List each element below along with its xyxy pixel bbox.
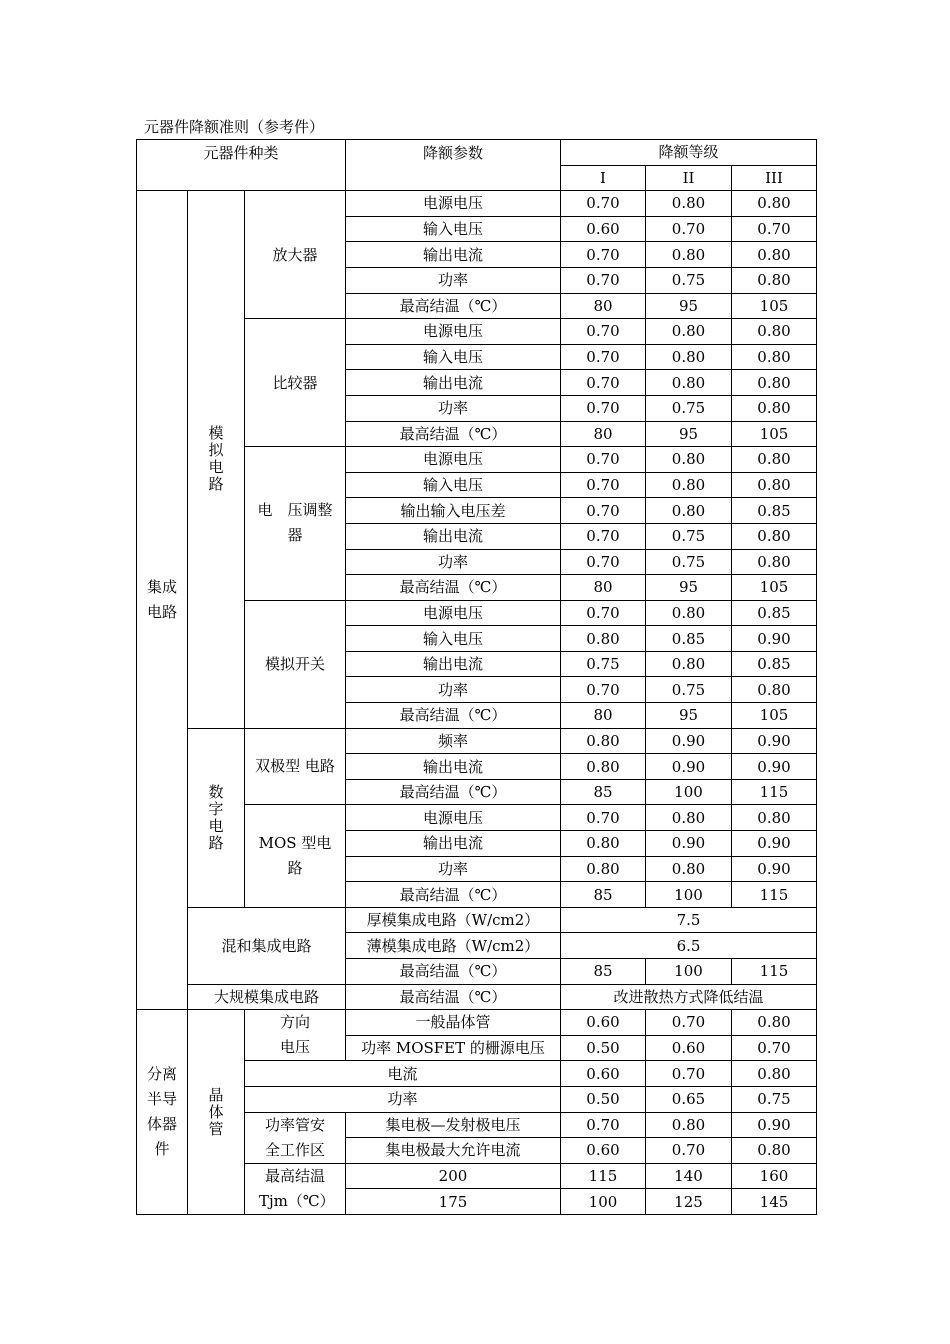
value-cell: 0.75	[732, 1086, 817, 1112]
table-row	[137, 907, 817, 933]
value-cell: 145	[732, 1189, 817, 1215]
header-level: I	[561, 165, 646, 191]
value-cell: 0.90	[646, 754, 732, 780]
value-cell: 100	[646, 959, 732, 985]
param-cell: 175	[346, 1189, 561, 1215]
param-cell: 功率	[346, 856, 561, 882]
table-row	[137, 1010, 817, 1036]
value-cell: 0.90	[732, 856, 817, 882]
derating-table	[136, 139, 817, 1215]
value-cell: 0.70	[561, 267, 646, 293]
value-cell: 0.70	[561, 395, 646, 421]
param-cell: 功率	[346, 677, 561, 703]
value-cell: 0.75	[646, 677, 732, 703]
table-row	[137, 191, 817, 217]
param-cell: 最高结温（℃）	[346, 779, 561, 805]
param-cell: 最高结温（℃）	[346, 575, 561, 601]
value-cell: 0.80	[732, 242, 817, 268]
param-cell: 输入电压	[346, 472, 561, 498]
param-cell: 一般晶体管	[346, 1010, 561, 1036]
device-comparator: 比较器	[245, 319, 346, 447]
value-cell: 0.75	[646, 395, 732, 421]
value-cell: 95	[646, 703, 732, 729]
param-cell: 200	[346, 1163, 561, 1189]
group-discrete: 分离半导体器件	[137, 1010, 188, 1215]
value-cell: 0.80	[732, 344, 817, 370]
value-cell: 0.90	[646, 831, 732, 857]
table-row	[137, 984, 817, 1010]
device-amplifier: 放大器	[245, 191, 346, 319]
value-cell: 0.80	[732, 677, 817, 703]
param-cell: 电源电压	[346, 805, 561, 831]
value-cell: 0.70	[646, 1061, 732, 1087]
param-cell: 最高结温（℃）	[346, 882, 561, 908]
value-cell: 0.80	[646, 600, 732, 626]
device-bipolar: 双极型 电路	[245, 728, 346, 805]
param-cell: 电源电压	[346, 319, 561, 345]
table-caption: 元器件降额准则（参考件）	[144, 118, 325, 136]
value-cell: 85	[561, 882, 646, 908]
value-cell: 0.90	[732, 754, 817, 780]
value-cell: 0.50	[561, 1035, 646, 1061]
param-cell: 电流	[245, 1061, 561, 1087]
value-cell: 0.80	[732, 1010, 817, 1036]
device-max-temp: 最高结温Tjm（℃）	[245, 1163, 346, 1214]
value-cell: 0.70	[561, 523, 646, 549]
value-cell: 100	[646, 779, 732, 805]
device-regulator: 电 压调整器	[245, 447, 346, 601]
param-cell: 输出输入电压差	[346, 498, 561, 524]
param-cell: 输入电压	[346, 626, 561, 652]
param-cell: 输出电流	[346, 242, 561, 268]
value-cell: 95	[646, 421, 732, 447]
value-cell: 115	[732, 779, 817, 805]
value-cell: 0.80	[732, 472, 817, 498]
value-cell: 改进散热方式降低结温	[561, 984, 817, 1010]
param-cell: 输出电流	[346, 523, 561, 549]
value-cell: 100	[561, 1189, 646, 1215]
value-cell: 0.50	[561, 1086, 646, 1112]
value-cell: 0.60	[561, 1010, 646, 1036]
value-cell: 80	[561, 703, 646, 729]
param-cell: 最高结温（℃）	[346, 421, 561, 447]
value-cell: 0.75	[646, 523, 732, 549]
value-cell: 0.80	[646, 1112, 732, 1138]
group-digital: 数字电路	[188, 728, 245, 907]
value-cell: 85	[561, 779, 646, 805]
param-cell: 输入电压	[346, 216, 561, 242]
param-cell: 输入电压	[346, 344, 561, 370]
value-cell: 0.70	[732, 1035, 817, 1061]
value-cell: 0.70	[646, 1138, 732, 1164]
value-cell: 80	[561, 575, 646, 601]
value-cell: 0.80	[561, 754, 646, 780]
value-cell: 0.90	[732, 831, 817, 857]
value-cell: 0.80	[646, 319, 732, 345]
header-level: II	[646, 165, 732, 191]
value-cell: 0.70	[561, 498, 646, 524]
value-cell: 0.80	[561, 831, 646, 857]
value-cell: 0.90	[732, 1112, 817, 1138]
value-cell: 0.85	[732, 498, 817, 524]
value-cell: 0.70	[561, 600, 646, 626]
value-cell: 0.80	[646, 651, 732, 677]
param-cell: 最高结温（℃）	[346, 984, 561, 1010]
value-cell: 0.80	[646, 370, 732, 396]
value-cell: 105	[732, 703, 817, 729]
param-cell: 最高结温（℃）	[346, 959, 561, 985]
value-cell: 0.80	[646, 856, 732, 882]
value-cell: 0.70	[561, 191, 646, 217]
group-lsi: 大规模集成电路	[188, 984, 346, 1010]
value-cell: 0.60	[646, 1035, 732, 1061]
value-cell: 0.80	[646, 472, 732, 498]
value-cell: 0.65	[646, 1086, 732, 1112]
value-cell: 95	[646, 293, 732, 319]
param-cell: 频率	[346, 728, 561, 754]
value-cell: 0.70	[561, 447, 646, 473]
value-cell: 0.80	[732, 805, 817, 831]
value-cell: 0.80	[646, 242, 732, 268]
value-cell: 0.75	[646, 267, 732, 293]
param-cell: 功率	[346, 549, 561, 575]
value-cell: 0.70	[561, 549, 646, 575]
device-direction-voltage: 方向电压	[245, 1010, 346, 1061]
value-cell: 0.80	[732, 191, 817, 217]
value-cell: 0.70	[646, 216, 732, 242]
value-cell: 80	[561, 293, 646, 319]
device-analog-switch: 模拟开关	[245, 600, 346, 728]
value-cell: 0.80	[732, 1138, 817, 1164]
value-cell: 0.80	[561, 626, 646, 652]
header-level: III	[732, 165, 817, 191]
value-cell: 0.80	[732, 395, 817, 421]
param-cell: 最高结温（℃）	[346, 293, 561, 319]
value-cell: 0.90	[646, 728, 732, 754]
param-cell: 电源电压	[346, 447, 561, 473]
value-cell: 7.5	[561, 907, 817, 933]
value-cell: 0.75	[561, 651, 646, 677]
param-cell: 电源电压	[346, 600, 561, 626]
value-cell: 0.60	[561, 1138, 646, 1164]
value-cell: 0.80	[646, 344, 732, 370]
group-ic: 集成电路	[137, 191, 188, 1010]
value-cell: 0.90	[732, 626, 817, 652]
value-cell: 0.80	[561, 856, 646, 882]
value-cell: 0.85	[732, 600, 817, 626]
value-cell: 0.80	[732, 447, 817, 473]
value-cell: 100	[646, 882, 732, 908]
device-safe-area: 功率管安全工作区	[245, 1112, 346, 1163]
param-cell: 输出电流	[346, 754, 561, 780]
table-row	[137, 728, 817, 754]
value-cell: 115	[732, 882, 817, 908]
group-analog: 模拟电路	[188, 191, 245, 728]
value-cell: 0.70	[561, 319, 646, 345]
param-cell: 集电极—发射极电压	[346, 1112, 561, 1138]
value-cell: 0.80	[732, 549, 817, 575]
value-cell: 0.70	[561, 805, 646, 831]
param-cell: 薄模集成电路（W/cm2）	[346, 933, 561, 959]
value-cell: 0.80	[732, 267, 817, 293]
value-cell: 140	[646, 1163, 732, 1189]
header-category: 元器件种类	[137, 140, 346, 191]
value-cell: 0.80	[646, 805, 732, 831]
param-cell: 输出电流	[346, 651, 561, 677]
value-cell: 0.80	[732, 319, 817, 345]
value-cell: 0.80	[646, 447, 732, 473]
value-cell: 0.70	[561, 472, 646, 498]
value-cell: 105	[732, 421, 817, 447]
value-cell: 0.80	[732, 1061, 817, 1087]
value-cell: 105	[732, 293, 817, 319]
value-cell: 80	[561, 421, 646, 447]
value-cell: 85	[561, 959, 646, 985]
param-cell: 功率	[346, 395, 561, 421]
value-cell: 0.70	[561, 677, 646, 703]
value-cell: 0.75	[646, 549, 732, 575]
value-cell: 115	[561, 1163, 646, 1189]
value-cell: 125	[646, 1189, 732, 1215]
param-cell: 功率	[245, 1086, 561, 1112]
group-hybrid: 混和集成电路	[188, 907, 346, 984]
header-param: 降额参数	[346, 140, 561, 191]
param-cell: 输出电流	[346, 831, 561, 857]
value-cell: 0.80	[646, 191, 732, 217]
value-cell: 105	[732, 575, 817, 601]
param-cell: 集电极最大允许电流	[346, 1138, 561, 1164]
param-cell: 功率	[346, 267, 561, 293]
header-row	[137, 140, 817, 166]
value-cell: 0.70	[561, 1112, 646, 1138]
value-cell: 0.70	[646, 1010, 732, 1036]
value-cell: 0.80	[561, 728, 646, 754]
param-cell: 功率 MOSFET 的栅源电压	[346, 1035, 561, 1061]
value-cell: 0.90	[732, 728, 817, 754]
value-cell: 0.60	[561, 216, 646, 242]
param-cell: 输出电流	[346, 370, 561, 396]
param-cell: 厚模集成电路（W/cm2）	[346, 907, 561, 933]
value-cell: 160	[732, 1163, 817, 1189]
value-cell: 0.60	[561, 1061, 646, 1087]
value-cell: 115	[732, 959, 817, 985]
value-cell: 0.85	[732, 651, 817, 677]
value-cell: 0.80	[646, 498, 732, 524]
param-cell: 最高结温（℃）	[346, 703, 561, 729]
value-cell: 6.5	[561, 933, 817, 959]
param-cell: 电源电压	[346, 191, 561, 217]
value-cell: 0.80	[732, 370, 817, 396]
value-cell: 0.70	[561, 370, 646, 396]
value-cell: 0.80	[732, 523, 817, 549]
value-cell: 0.70	[561, 242, 646, 268]
value-cell: 0.70	[561, 344, 646, 370]
value-cell: 0.85	[646, 626, 732, 652]
value-cell: 0.70	[732, 216, 817, 242]
group-transistor: 晶体管	[188, 1010, 245, 1215]
device-mos: MOS 型电路	[245, 805, 346, 907]
value-cell: 95	[646, 575, 732, 601]
header-level-group: 降额等级	[561, 140, 817, 166]
